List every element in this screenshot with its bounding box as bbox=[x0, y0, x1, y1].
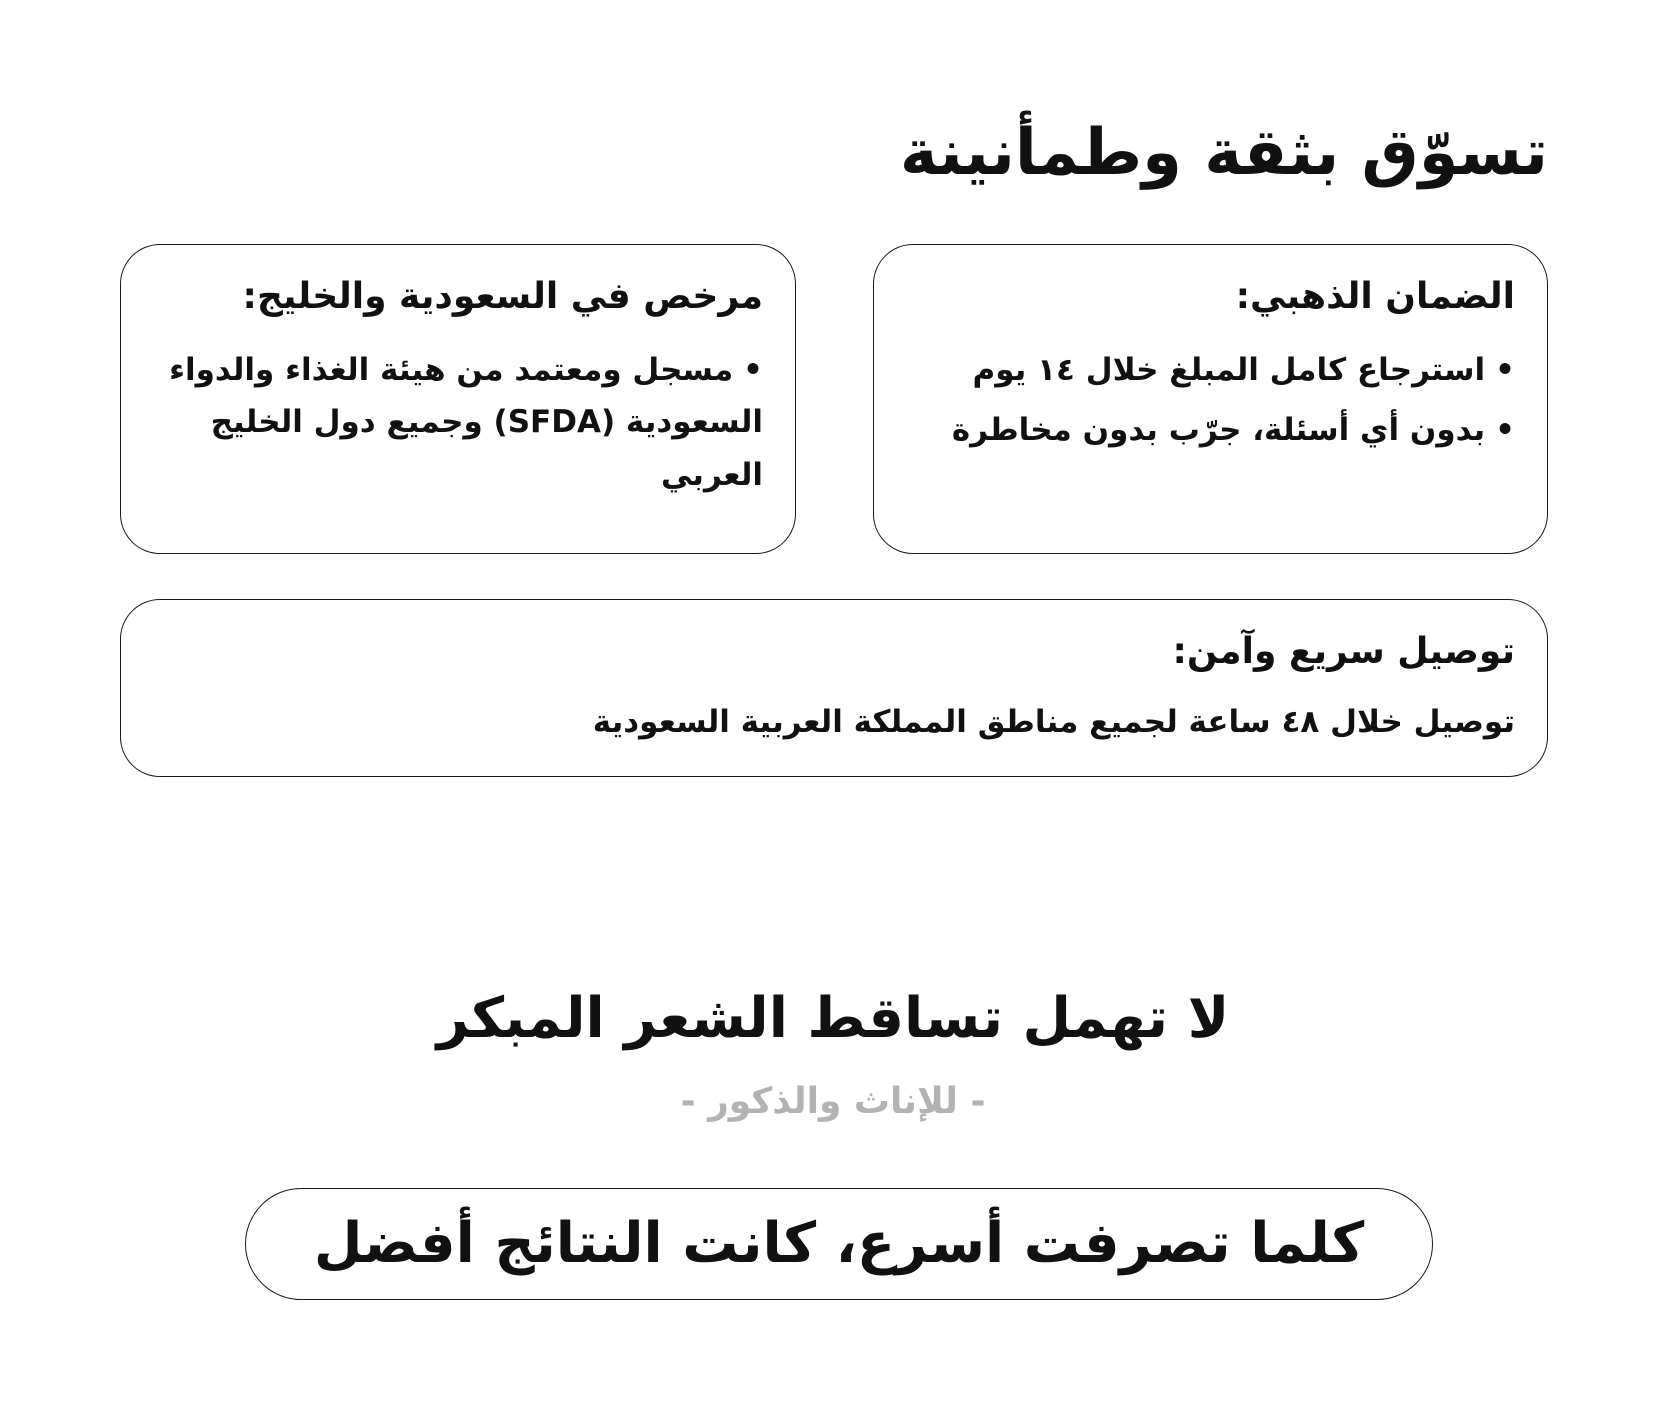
guarantee-item-no-questions-text: بدون أي أسئلة، جرّب بدون مخاطرة bbox=[951, 412, 1486, 449]
licensed-card-title: مرخص في السعودية والخليج: bbox=[242, 276, 763, 317]
delivery-card-text: توصيل خلال ٤٨ ساعة لجميع مناطق المملكة العربية السعودية bbox=[592, 703, 1515, 740]
licensed-item-sfda-text: مسجل ومعتمد من هيئة الغذاء والدواء السعودية (SFDA) وجميع دول الخليج العربي bbox=[169, 351, 763, 493]
main-title: تسوّق بثقة وطمأنينة bbox=[899, 116, 1548, 190]
hair-loss-headline: لا تهمل تساقط الشعر المبكر bbox=[436, 986, 1230, 1051]
guarantee-item-refund bbox=[906, 344, 1515, 397]
licensed-card bbox=[120, 244, 796, 554]
guarantee-card-title: الضمان الذهبي: bbox=[1235, 276, 1515, 317]
licensed-list bbox=[153, 344, 763, 502]
audience-subline: - للإناث والذكور - bbox=[680, 1081, 986, 1122]
guarantee-item-no-questions bbox=[906, 404, 1515, 457]
bullet-icon: • bbox=[743, 351, 763, 388]
cta-pill bbox=[245, 1188, 1433, 1300]
guarantee-list bbox=[906, 344, 1515, 457]
licensed-item-sfda bbox=[153, 344, 763, 502]
guarantee-item-refund-text: استرجاع كامل المبلغ خلال ١٤ يوم bbox=[972, 351, 1486, 388]
guarantee-card bbox=[873, 244, 1548, 554]
delivery-card bbox=[120, 599, 1548, 777]
bullet-icon: • bbox=[1495, 412, 1515, 449]
bullet-icon: • bbox=[1495, 351, 1515, 388]
delivery-card-title: توصيل سريع وآمن: bbox=[1172, 631, 1515, 672]
cta-pill-text: كلما تصرفت أسرع، كانت النتائج أفضل bbox=[313, 1211, 1365, 1276]
